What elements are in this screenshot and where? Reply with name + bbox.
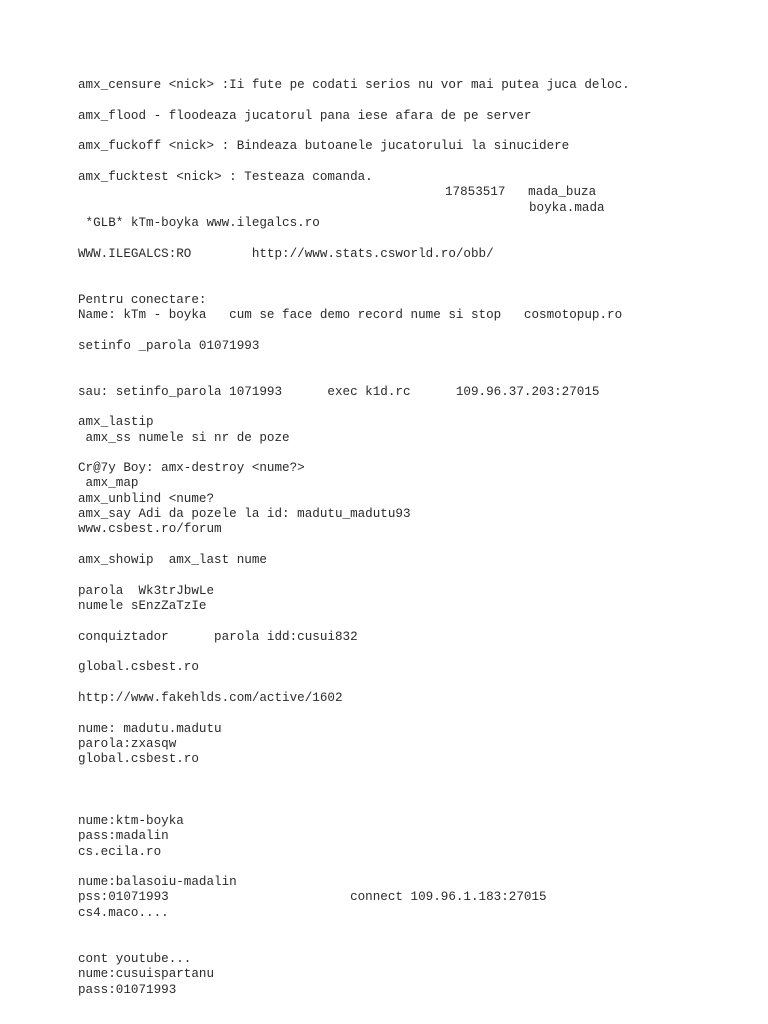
text-line: amx_lastip <box>78 415 154 429</box>
text-line: cs.ecila.ro <box>78 845 162 859</box>
text-line: nume:ktm-boyka <box>78 814 184 828</box>
text-line: nume:cusuispartanu <box>78 967 215 981</box>
text-line: nume: madutu.madutu <box>78 722 222 736</box>
text-line: amx_flood - floodeaza jucatorul pana iese afara de pe server <box>78 109 532 123</box>
text-line: parola:zxasqw <box>78 737 177 751</box>
text-line: Cr@7y Boy: amx-destroy <nume?> <box>78 461 305 475</box>
text-line: cs4.maco.... <box>78 906 169 920</box>
text-line: sau: setinfo_parola 1071993 exec k1d.rc 109.96.37.203:27015 <box>78 385 600 399</box>
text-line: amx_ss numele si nr de poze <box>78 431 290 445</box>
text-line: global.csbest.ro <box>78 752 199 766</box>
text-line: WWW.ILEGALCS:RO http://www.stats.csworld.ro/obb/ <box>78 247 494 261</box>
text-line: setinfo _parola 01071993 <box>78 339 260 353</box>
text-line: amx_unblind <nume? <box>78 492 215 506</box>
text-line: nume:balasoiu-madalin <box>78 875 237 889</box>
text-line: boyka.mada <box>529 201 605 215</box>
text-line: http://www.fakehlds.com/active/1602 <box>78 691 343 705</box>
text-line: amx_fucktest <nick> : Testeaza comanda. <box>78 170 373 184</box>
text-line: amx_censure <nick> :Ii fute pe codati serios nu vor mai putea juca deloc. <box>78 78 630 92</box>
text-line: pass:madalin <box>78 829 169 843</box>
text-line: cont youtube... <box>78 952 192 966</box>
text-line: *GLB* kTm-boyka www.ilegalcs.ro <box>78 216 320 230</box>
text-line: numele sEnzZaTzIe <box>78 599 207 613</box>
text-line: pss:01071993 connect 109.96.1.183:27015 <box>78 890 547 904</box>
text-line: amx_fuckoff <nick> : Bindeaza butoanele jucatorului la sinucidere <box>78 139 570 153</box>
text-line: global.csbest.ro <box>78 660 199 674</box>
text-line: amx_say Adi da pozele la id: madutu_madutu93 <box>78 507 411 521</box>
text-line: amx_map <box>78 476 139 490</box>
text-line: www.csbest.ro/forum <box>78 522 222 536</box>
text-line: Pentru conectare: <box>78 293 207 307</box>
text-line: parola Wk3trJbwLe <box>78 584 215 598</box>
text-line: conquiztador parola idd:cusui832 <box>78 630 358 644</box>
text-line: 17853517 mada_buza <box>445 185 597 199</box>
text-line: Name: kTm - boyka cum se face demo record nume si stop cosmotopup.ro <box>78 308 623 322</box>
text-line: pass:01071993 <box>78 983 177 997</box>
text-line: amx_showip amx_last nume <box>78 553 267 567</box>
